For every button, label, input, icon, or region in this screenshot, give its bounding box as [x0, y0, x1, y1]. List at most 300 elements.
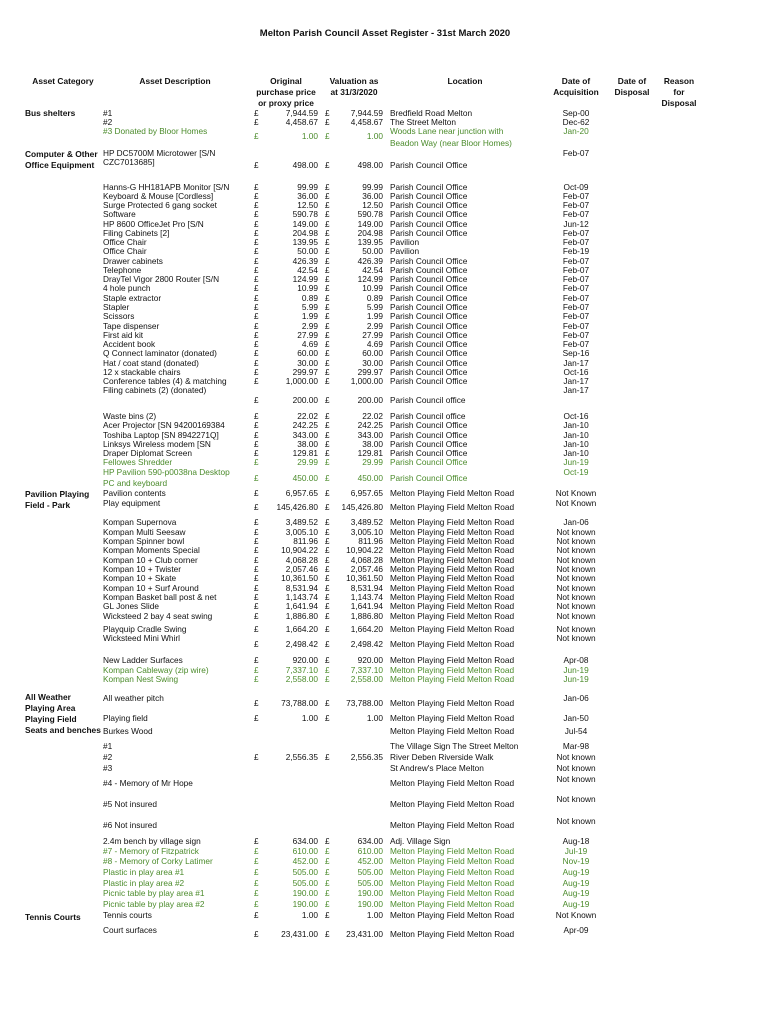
acquisition-date: Feb-07	[562, 257, 590, 266]
header-acquisition: Date of Acquisition	[553, 76, 599, 97]
original-currency: £	[254, 440, 259, 449]
asset-location: Parish Council Office	[390, 220, 468, 229]
valuation-currency: £	[325, 220, 330, 229]
original-price: 6,957.65	[285, 489, 318, 498]
original-currency: £	[254, 489, 259, 498]
valuation-currency: £	[325, 699, 330, 708]
acquisition-date: Jan-17	[563, 386, 589, 395]
valuation-currency: £	[325, 857, 330, 866]
valuation-currency: £	[325, 266, 330, 275]
asset-location: Parish Council Office	[390, 340, 468, 349]
original-price: 10,904.22	[281, 546, 318, 555]
acquisition-date: Not known	[556, 556, 596, 565]
acquisition-date: Feb-07	[562, 275, 590, 284]
valuation-currency: £	[325, 868, 330, 877]
original-currency: £	[254, 537, 259, 546]
asset-location: Melton Playing Field Melton Road	[390, 911, 515, 920]
original-price: 2,498.42	[285, 640, 318, 649]
asset-category: Computer & Other Office Equipment	[25, 149, 98, 170]
asset-location: Bredfield Road Melton	[390, 109, 473, 118]
valuation-value: 7,337.10	[350, 666, 383, 675]
valuation-currency: £	[325, 284, 330, 293]
asset-location: St Andrew's Place Melton	[390, 764, 484, 773]
valuation-currency: £	[325, 537, 330, 546]
asset-location: Melton Playing Field Melton Road	[390, 656, 515, 665]
valuation-currency: £	[325, 518, 330, 527]
original-price: 23,431.00	[281, 930, 318, 939]
acquisition-date: Not Known	[555, 489, 597, 498]
acquisition-date: Not known	[556, 753, 596, 762]
original-currency: £	[254, 837, 259, 846]
valuation-value: 2.99	[366, 322, 383, 331]
valuation-currency: £	[325, 132, 330, 141]
asset-description: Picnic table by play area #2	[103, 900, 205, 909]
original-price: 38.00	[297, 440, 318, 449]
asset-description: Keyboard & Mouse [Cordless]	[103, 192, 214, 201]
valuation-currency: £	[325, 625, 330, 634]
valuation-currency: £	[325, 331, 330, 340]
valuation-value: 7,944.59	[350, 109, 383, 118]
asset-description: #3	[103, 764, 113, 773]
asset-description: #2	[103, 753, 113, 762]
original-currency: £	[254, 449, 259, 458]
valuation-currency: £	[325, 201, 330, 210]
asset-description: Toshiba Laptop [SN 8942271Q]	[103, 431, 219, 440]
original-currency: £	[254, 210, 259, 219]
acquisition-date: Feb-19	[562, 247, 590, 256]
asset-description: Draper Diplomat Screen	[103, 449, 192, 458]
valuation-currency: £	[325, 847, 330, 856]
valuation-currency: £	[325, 593, 330, 602]
asset-description: Playing field	[103, 714, 148, 723]
acquisition-date: Not known	[556, 546, 596, 555]
original-price: 1,143.74	[285, 593, 318, 602]
original-price: 73,788.00	[281, 699, 318, 708]
valuation-value: 99.99	[362, 183, 383, 192]
valuation-value: 12.50	[362, 201, 383, 210]
asset-location: Melton Playing Field Melton Road	[390, 489, 515, 498]
asset-category: Pavilion Playing Field - Park	[25, 489, 90, 510]
valuation-value: 10,361.50	[346, 574, 383, 583]
acquisition-date: Jan-10	[563, 449, 589, 458]
asset-location: Melton Playing Field Melton Road	[390, 847, 515, 856]
valuation-value: 450.00	[357, 474, 383, 483]
asset-description: CZC7013685]	[103, 158, 155, 167]
asset-description: Hat / coat stand (donated)	[103, 359, 199, 368]
original-price: 505.00	[292, 868, 318, 877]
valuation-value: 60.00	[362, 349, 383, 358]
asset-description: PC and keyboard	[103, 479, 168, 488]
original-currency: £	[254, 889, 259, 898]
valuation-value: 4.69	[366, 340, 383, 349]
acquisition-date: Not known	[556, 612, 596, 621]
original-currency: £	[254, 322, 259, 331]
asset-location: Melton Playing Field Melton Road	[390, 546, 515, 555]
asset-location: Parish Council Office	[390, 161, 468, 170]
asset-location: Pavilion	[390, 247, 420, 256]
valuation-value: 1.00	[366, 132, 383, 141]
acquisition-date: Jan-17	[563, 377, 589, 386]
asset-description: Drawer cabinets	[103, 257, 163, 266]
valuation-value: 2,556.35	[350, 753, 383, 762]
valuation-value: 10.99	[362, 284, 383, 293]
asset-description: GL Jones Slide	[103, 602, 159, 611]
acquisition-date: Jan-10	[563, 431, 589, 440]
original-currency: £	[254, 431, 259, 440]
asset-location: Melton Playing Field Melton Road	[390, 584, 515, 593]
original-currency: £	[254, 294, 259, 303]
acquisition-date: Feb-07	[562, 229, 590, 238]
original-currency: £	[254, 421, 259, 430]
valuation-value: 73,788.00	[346, 699, 383, 708]
asset-location: Parish Council Office	[390, 440, 468, 449]
asset-location: Parish Council Office	[390, 377, 468, 386]
asset-description: HP 8600 OfficeJet Pro [S/N	[103, 220, 204, 229]
acquisition-date: Jan-20	[563, 127, 589, 136]
original-price: 3,005.10	[285, 528, 318, 537]
original-price: 36.00	[297, 192, 318, 201]
valuation-currency: £	[325, 911, 330, 920]
asset-location: Parish Council Office	[390, 192, 468, 201]
asset-category: All Weather Playing Area	[25, 692, 76, 713]
original-price: 129.81	[292, 449, 318, 458]
original-currency: £	[254, 675, 259, 684]
asset-description: Wicksteed 2 bay 4 seat swing	[103, 612, 213, 621]
valuation-value: 1.99	[366, 312, 383, 321]
asset-location: Melton Playing Field Melton Road	[390, 556, 515, 565]
acquisition-date: Jun-19	[563, 675, 589, 684]
asset-location: The Village Sign The Street Melton	[390, 742, 519, 751]
acquisition-date: Feb-07	[562, 238, 590, 247]
asset-location: Melton Playing Field Melton Road	[390, 612, 515, 621]
asset-location: Parish Council Office	[390, 210, 468, 219]
valuation-currency: £	[325, 458, 330, 467]
asset-description: Conference tables (4) & matching	[103, 377, 227, 386]
asset-description: Play equipment	[103, 499, 161, 508]
valuation-currency: £	[325, 889, 330, 898]
original-currency: £	[254, 275, 259, 284]
valuation-currency: £	[325, 368, 330, 377]
original-price: 22.02	[297, 412, 318, 421]
valuation-currency: £	[325, 192, 330, 201]
valuation-value: 505.00	[357, 879, 383, 888]
asset-description: Plastic in play area #1	[103, 868, 185, 877]
original-currency: £	[254, 161, 259, 170]
acquisition-date: Not known	[556, 795, 596, 804]
valuation-value: 8,531.94	[350, 584, 383, 593]
original-currency: £	[254, 640, 259, 649]
valuation-value: 190.00	[357, 900, 383, 909]
asset-location: Melton Playing Field Melton Road	[390, 868, 515, 877]
asset-description: Kompan 10 + Twister	[103, 565, 182, 574]
asset-location: Melton Playing Field Melton Road	[390, 889, 515, 898]
original-currency: £	[254, 574, 259, 583]
original-currency: £	[254, 625, 259, 634]
valuation-currency: £	[325, 210, 330, 219]
original-currency: £	[254, 340, 259, 349]
original-price: 204.98	[292, 229, 318, 238]
asset-description: Telephone	[103, 266, 142, 275]
acquisition-date: Feb-07	[562, 312, 590, 321]
asset-description: Plastic in play area #2	[103, 879, 185, 888]
valuation-currency: £	[325, 656, 330, 665]
original-currency: £	[254, 714, 259, 723]
original-price: 610.00	[292, 847, 318, 856]
acquisition-date: Not known	[556, 565, 596, 574]
asset-description: #2	[103, 118, 113, 127]
valuation-currency: £	[325, 474, 330, 483]
original-price: 30.00	[297, 359, 318, 368]
valuation-value: 38.00	[362, 440, 383, 449]
original-price: 299.97	[292, 368, 318, 377]
asset-location: Melton Playing Field Melton Road	[390, 565, 515, 574]
valuation-currency: £	[325, 503, 330, 512]
original-currency: £	[254, 266, 259, 275]
asset-location: Melton Playing Field Melton Road	[390, 879, 515, 888]
original-price: 42.54	[297, 266, 318, 275]
acquisition-date: Aug-19	[562, 879, 590, 888]
valuation-value: 4,068.28	[350, 556, 383, 565]
asset-location: Parish Council Office	[390, 257, 468, 266]
asset-description: Scissors	[103, 312, 135, 321]
acquisition-date: Sep-00	[562, 109, 590, 118]
original-currency: £	[254, 303, 259, 312]
asset-description: Kompan Supernova	[103, 518, 177, 527]
original-currency: £	[254, 257, 259, 266]
valuation-currency: £	[325, 489, 330, 498]
acquisition-date: Oct-19	[563, 468, 589, 477]
original-price: 242.25	[292, 421, 318, 430]
valuation-value: 1,641.94	[350, 602, 383, 611]
asset-location: Parish Council Office	[390, 421, 468, 430]
original-currency: £	[254, 868, 259, 877]
asset-location: Parish Council Office	[390, 458, 468, 467]
original-currency: £	[254, 556, 259, 565]
asset-location: Parish Council Office	[390, 449, 468, 458]
original-price: 2.99	[301, 322, 318, 331]
acquisition-date: Jan-17	[563, 359, 589, 368]
asset-description: #8 - Memory of Corky Latimer	[103, 857, 213, 866]
valuation-value: 149.00	[357, 220, 383, 229]
asset-description: Hanns-G HH181APB Monitor [S/N	[103, 183, 230, 192]
original-price: 7,337.10	[285, 666, 318, 675]
valuation-currency: £	[325, 753, 330, 762]
header-reason: Reason for Disposal	[661, 76, 697, 108]
acquisition-date: Feb-07	[562, 149, 590, 158]
acquisition-date: Feb-07	[562, 322, 590, 331]
valuation-currency: £	[325, 396, 330, 405]
asset-description: Playquip Cradle Swing	[103, 625, 187, 634]
valuation-currency: £	[325, 449, 330, 458]
original-price: 8,531.94	[285, 584, 318, 593]
original-currency: £	[254, 377, 259, 386]
valuation-currency: £	[325, 322, 330, 331]
valuation-value: 242.25	[357, 421, 383, 430]
valuation-currency: £	[325, 109, 330, 118]
original-price: 12.50	[297, 201, 318, 210]
acquisition-date: Apr-08	[563, 656, 589, 665]
asset-description: 2.4m bench by village sign	[103, 837, 201, 846]
acquisition-date: Aug-19	[562, 868, 590, 877]
original-currency: £	[254, 584, 259, 593]
original-currency: £	[254, 312, 259, 321]
asset-location: Melton Playing Field Melton Road	[390, 574, 515, 583]
acquisition-date: Feb-07	[562, 210, 590, 219]
acquisition-date: Not known	[556, 775, 596, 784]
valuation-value: 5.99	[366, 303, 383, 312]
valuation-value: 299.97	[357, 368, 383, 377]
original-currency: £	[254, 247, 259, 256]
valuation-value: 124.99	[357, 275, 383, 284]
header-location: Location	[447, 76, 483, 86]
asset-description: Staple extractor	[103, 294, 162, 303]
asset-description: Filing Cabinets [2]	[103, 229, 170, 238]
asset-location: Melton Playing Field Melton Road	[390, 779, 515, 788]
asset-location: Parish Council Office	[390, 303, 468, 312]
original-price: 1,664.20	[285, 625, 318, 634]
asset-description: Kompan Basket ball post & net	[103, 593, 217, 602]
asset-description: Accident book	[103, 340, 156, 349]
valuation-currency: £	[325, 359, 330, 368]
acquisition-date: Jul-54	[564, 727, 588, 736]
valuation-currency: £	[325, 183, 330, 192]
asset-category: Tennis Courts	[25, 912, 81, 922]
original-price: 1,886.80	[285, 612, 318, 621]
asset-description: Surge Protected 6 gang socket	[103, 201, 217, 210]
original-price: 50.00	[297, 247, 318, 256]
original-price: 7,944.59	[285, 109, 318, 118]
asset-description: Office Chair	[103, 238, 147, 247]
asset-category: Bus shelters	[25, 108, 76, 118]
acquisition-date: Apr-09	[563, 926, 589, 935]
original-currency: £	[254, 474, 259, 483]
asset-location: Melton Playing Field Melton Road	[390, 821, 515, 830]
header-description: Asset Description	[139, 76, 211, 86]
original-currency: £	[254, 546, 259, 555]
original-currency: £	[254, 183, 259, 192]
asset-location: Melton Playing Field Melton Road	[390, 900, 515, 909]
valuation-currency: £	[325, 546, 330, 555]
valuation-currency: £	[325, 879, 330, 888]
original-currency: £	[254, 612, 259, 621]
original-price: 2,556.35	[285, 753, 318, 762]
valuation-currency: £	[325, 377, 330, 386]
asset-description: 12 x stackable chairs	[103, 368, 181, 377]
asset-description: #6 Not insured	[103, 821, 157, 830]
asset-description: Kompan Nest Swing	[103, 675, 179, 684]
original-currency: £	[254, 911, 259, 920]
valuation-currency: £	[325, 118, 330, 127]
valuation-value: 200.00	[357, 396, 383, 405]
acquisition-date: Jun-19	[563, 666, 589, 675]
acquisition-date: Jun-19	[563, 458, 589, 467]
acquisition-date: Not known	[556, 625, 596, 634]
asset-location: Parish Council Office	[390, 349, 468, 358]
asset-description: Wicksteed Mini Whirl	[103, 634, 180, 643]
asset-description: Kompan 10 + Surf Around	[103, 584, 199, 593]
valuation-value: 634.00	[357, 837, 383, 846]
original-price: 2,558.00	[285, 675, 318, 684]
original-currency: £	[254, 900, 259, 909]
asset-description: #1	[103, 742, 113, 751]
asset-location: Parish Council Office	[390, 201, 468, 210]
asset-location: Parish Council Office	[390, 431, 468, 440]
asset-description: New Ladder Surfaces	[103, 656, 183, 665]
original-price: 10.99	[297, 284, 318, 293]
original-currency: £	[254, 192, 259, 201]
valuation-currency: £	[325, 574, 330, 583]
acquisition-date: Jan-06	[563, 694, 589, 703]
acquisition-date: Not Known	[555, 499, 597, 508]
acquisition-date: Jan-10	[563, 440, 589, 449]
asset-location: Melton Playing Field Melton Road	[390, 640, 515, 649]
asset-location: Parish Council Office	[390, 359, 468, 368]
original-price: 426.39	[292, 257, 318, 266]
asset-description: Filing cabinets (2) (donated)	[103, 386, 207, 395]
asset-description: 4 hole punch	[103, 284, 151, 293]
asset-location: Melton Playing Field Melton Road	[390, 699, 515, 708]
valuation-value: 129.81	[357, 449, 383, 458]
original-price: 1.99	[301, 312, 318, 321]
asset-description: Stapler	[103, 303, 130, 312]
original-price: 139.95	[292, 238, 318, 247]
original-price: 452.00	[292, 857, 318, 866]
header-disposal: Date of Disposal	[614, 76, 650, 97]
original-price: 1.00	[301, 911, 318, 920]
asset-description: Kompan Spinner bowl	[103, 537, 185, 546]
original-currency: £	[254, 857, 259, 866]
original-price: 1.00	[301, 132, 318, 141]
asset-description: Waste bins (2)	[103, 412, 157, 421]
asset-description: HP DC5700M Microtower [S/N	[103, 149, 216, 158]
original-price: 1,641.94	[285, 602, 318, 611]
original-currency: £	[254, 458, 259, 467]
original-currency: £	[254, 565, 259, 574]
acquisition-date: Not known	[556, 634, 596, 643]
asset-location: Parish Council Office	[390, 294, 468, 303]
acquisition-date: Aug-19	[562, 889, 590, 898]
valuation-value: 1.00	[366, 714, 383, 723]
asset-description: Tape dispenser	[103, 322, 160, 331]
acquisition-date: Not known	[556, 537, 596, 546]
original-currency: £	[254, 666, 259, 675]
original-currency: £	[254, 847, 259, 856]
acquisition-date: Jan-50	[563, 714, 589, 723]
original-price: 498.00	[292, 161, 318, 170]
valuation-currency: £	[325, 303, 330, 312]
asset-description: Q Connect laminator (donated)	[103, 349, 217, 358]
original-price: 505.00	[292, 879, 318, 888]
original-currency: £	[254, 528, 259, 537]
original-price: 2,057.46	[285, 565, 318, 574]
asset-description: #3 Donated by Bloor Homes	[103, 127, 208, 136]
valuation-currency: £	[325, 666, 330, 675]
asset-description: First aid kit	[103, 331, 144, 340]
original-currency: £	[254, 349, 259, 358]
original-currency: £	[254, 396, 259, 405]
valuation-currency: £	[325, 349, 330, 358]
valuation-value: 0.89	[366, 294, 383, 303]
acquisition-date: Feb-07	[562, 266, 590, 275]
acquisition-date: Not known	[556, 584, 596, 593]
asset-description: Acer Projector [SN 94200169384	[103, 421, 225, 430]
acquisition-date: Not Known	[555, 911, 597, 920]
original-currency: £	[254, 109, 259, 118]
acquisition-date: Feb-07	[562, 303, 590, 312]
original-currency: £	[254, 699, 259, 708]
valuation-currency: £	[325, 421, 330, 430]
valuation-value: 29.99	[362, 458, 383, 467]
